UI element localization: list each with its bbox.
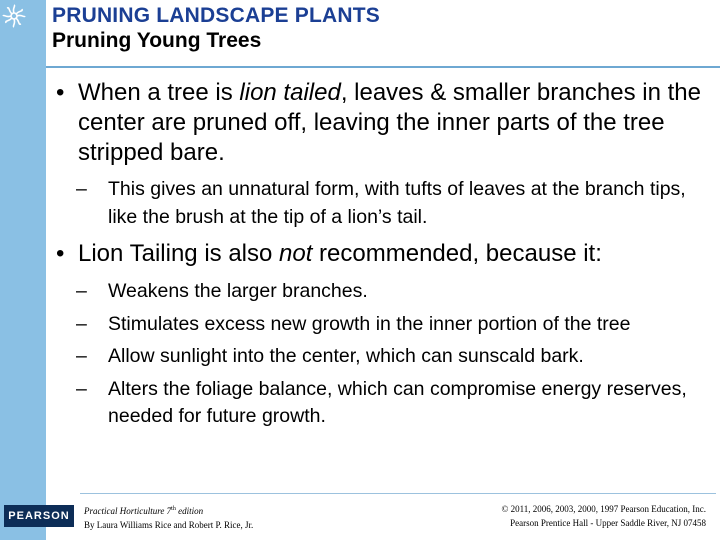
- sub-bullet-marker: –: [76, 312, 87, 335]
- sub-bullet-reason: [56, 343, 716, 371]
- sub-bullet-unnatural-form: [56, 176, 716, 231]
- book-title: Practical Horticulture 7: [84, 506, 172, 516]
- pearson-logo: [4, 505, 74, 527]
- sub-bullet-text: Allow sunlight into the center, which can sunscald bark.: [108, 345, 584, 367]
- book-title-suffix: edition: [175, 506, 204, 516]
- publisher-line: Pearson Prentice Hall - Upper Saddle River, NJ 07458: [510, 518, 706, 528]
- reasons-list: [56, 278, 716, 431]
- header-divider: [46, 66, 720, 68]
- sub-bullet-text: Alters the foliage balance, which can compromise energy reserves, needed for future growth.: [108, 377, 687, 427]
- footer-copyright: [502, 502, 706, 530]
- bullet-text-italic: not: [279, 240, 313, 267]
- sub-bullet-reason: [56, 311, 716, 339]
- sub-bullet-reason: [56, 278, 716, 306]
- footer-divider: [80, 493, 716, 494]
- bullet-marker: •: [56, 240, 65, 267]
- sub-bullet-marker: –: [76, 377, 87, 400]
- bullet-text-post: , leaves & smaller branches in the center are pruned off, leaving the inner parts of the tree stripped bare.: [78, 79, 701, 166]
- bullet-text-pre: When a tree is: [78, 79, 240, 106]
- sub-bullet-marker: –: [76, 280, 87, 302]
- book-title-sup: th: [171, 506, 176, 512]
- slide-subtitle: Pruning Young Trees: [52, 29, 262, 52]
- bullet-text-italic: lion tailed: [239, 79, 341, 106]
- sub-bullet-marker: –: [76, 345, 87, 367]
- bullet-lion-tailed: [56, 78, 716, 168]
- slide-title: PRUNING LANDSCAPE PLANTS: [52, 4, 380, 27]
- bullet-not-recommended: [56, 239, 716, 269]
- sub-bullet-text: Weakens the larger branches.: [108, 280, 368, 302]
- sub-bullet-reason: [56, 376, 716, 431]
- logo-text: PEARSON: [8, 510, 70, 522]
- sub-bullet-marker: –: [76, 178, 87, 200]
- leaf-emblem-icon: [2, 4, 26, 28]
- footer-book-info: [84, 502, 253, 532]
- slide-body: [56, 78, 716, 436]
- left-sidebar-band: [0, 0, 46, 540]
- bullet-marker: •: [56, 79, 65, 106]
- bullet-text-post: recommended, because it:: [312, 240, 602, 267]
- bullet-text-pre: Lion Tailing is also: [78, 240, 280, 267]
- book-title-line: [84, 502, 253, 518]
- slide-header: [52, 4, 380, 54]
- sub-bullet-text: Stimulates excess new growth in the inner portion of the tree: [108, 312, 631, 335]
- copyright-line: © 2011, 2006, 2003, 2000, 1997 Pearson Education, Inc.: [501, 504, 706, 514]
- sub-bullet-text: This gives an unnatural form, with tufts of leaves at the branch tips, like the brush at the tip of a lion’s tail.: [108, 178, 686, 228]
- book-authors: By Laura Williams Rice and Robert P. Rice, Jr.: [84, 520, 254, 530]
